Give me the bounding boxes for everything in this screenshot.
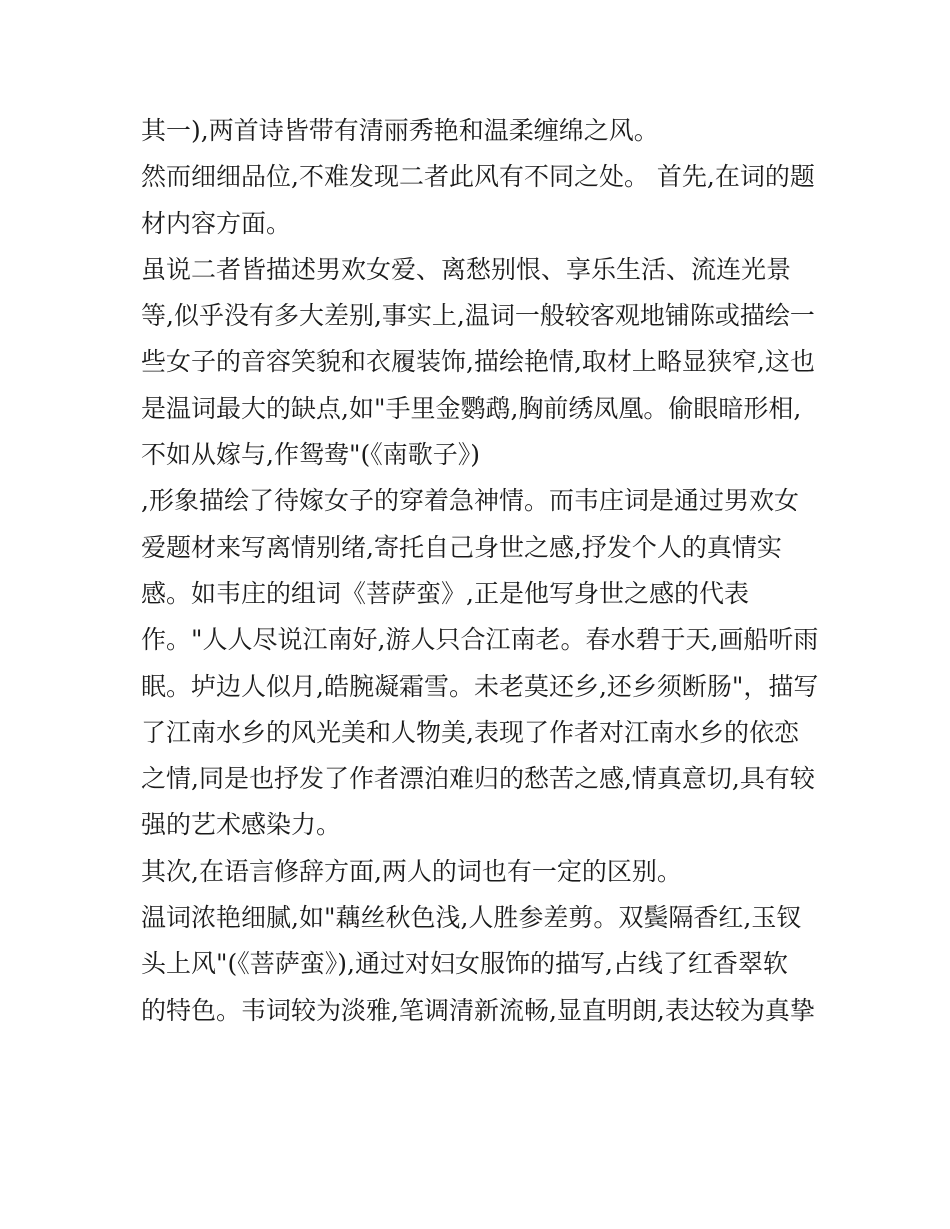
text-line: 眠。垆边人似月,皓腕凝霜雪。未老莫还乡,还乡须断肠"，描写	[141, 671, 819, 701]
text-line: 不如从嫁与,作鸳鸯"(《南歌子》)	[141, 440, 480, 470]
text-line: 感。如韦庄的组词《菩萨蛮》,正是他写身世之感的代表	[141, 578, 749, 608]
text-line: 虽说二者皆描述男欢女爱、离愁别恨、享乐生活、流连光景	[141, 254, 792, 284]
text-line: 之情,同是也抒发了作者漂泊难归的愁苦之感,情真意切,具有较	[141, 764, 815, 794]
text-line: 的特色。韦词较为淡雅,笔调清新流畅,显直明朗,表达较为真挚	[141, 995, 815, 1025]
body-text	[141, 108, 821, 1034]
text-line: 温词浓艳细腻,如"藕丝秋色浅,人胜参差剪。双鬓隔香红,玉钗	[141, 903, 802, 933]
text-line: 作。"人人尽说江南好,游人只合江南老。春水碧于天,画船听雨	[141, 625, 819, 655]
text-line: 强的艺术感染力。	[141, 810, 342, 840]
text-line: 等,似乎没有多大差别,事实上,温词一般较客观地铺陈或描绘一	[141, 301, 815, 331]
text-line: 爱题材来写离情别绪,寄托自己身世之感,抒发个人的真情实	[141, 532, 782, 562]
text-line: 其一),两首诗皆带有清丽秀艳和温柔缠绵之风。	[141, 116, 659, 145]
text-line: 然而细细品位,不难发现二者此风有不同之处。 首先,在词的题	[141, 162, 815, 192]
text-line: 些女子的音容笑貌和衣履装饰,描绘艳情,取材上略显狭窄,这也	[141, 347, 815, 377]
text-line: 是温词最大的缺点,如"手里金鹦鹉,胸前绣凤凰。偷眼暗形相,	[141, 393, 802, 423]
text-line: 头上风"(《菩萨蛮》),通过对妇女服饰的描写,占线了红香翠软	[141, 949, 788, 979]
text-line: 材内容方面。	[141, 208, 292, 238]
text-line: 其次,在语言修辞方面,两人的词也有一定的区别。	[141, 856, 682, 886]
text-line: ,形象描绘了待嫁女子的穿着急神情。而韦庄词是通过男欢女	[141, 486, 799, 516]
text-line: 了江南水乡的风光美和人物美,表现了作者对江南水乡的依恋	[141, 717, 799, 747]
